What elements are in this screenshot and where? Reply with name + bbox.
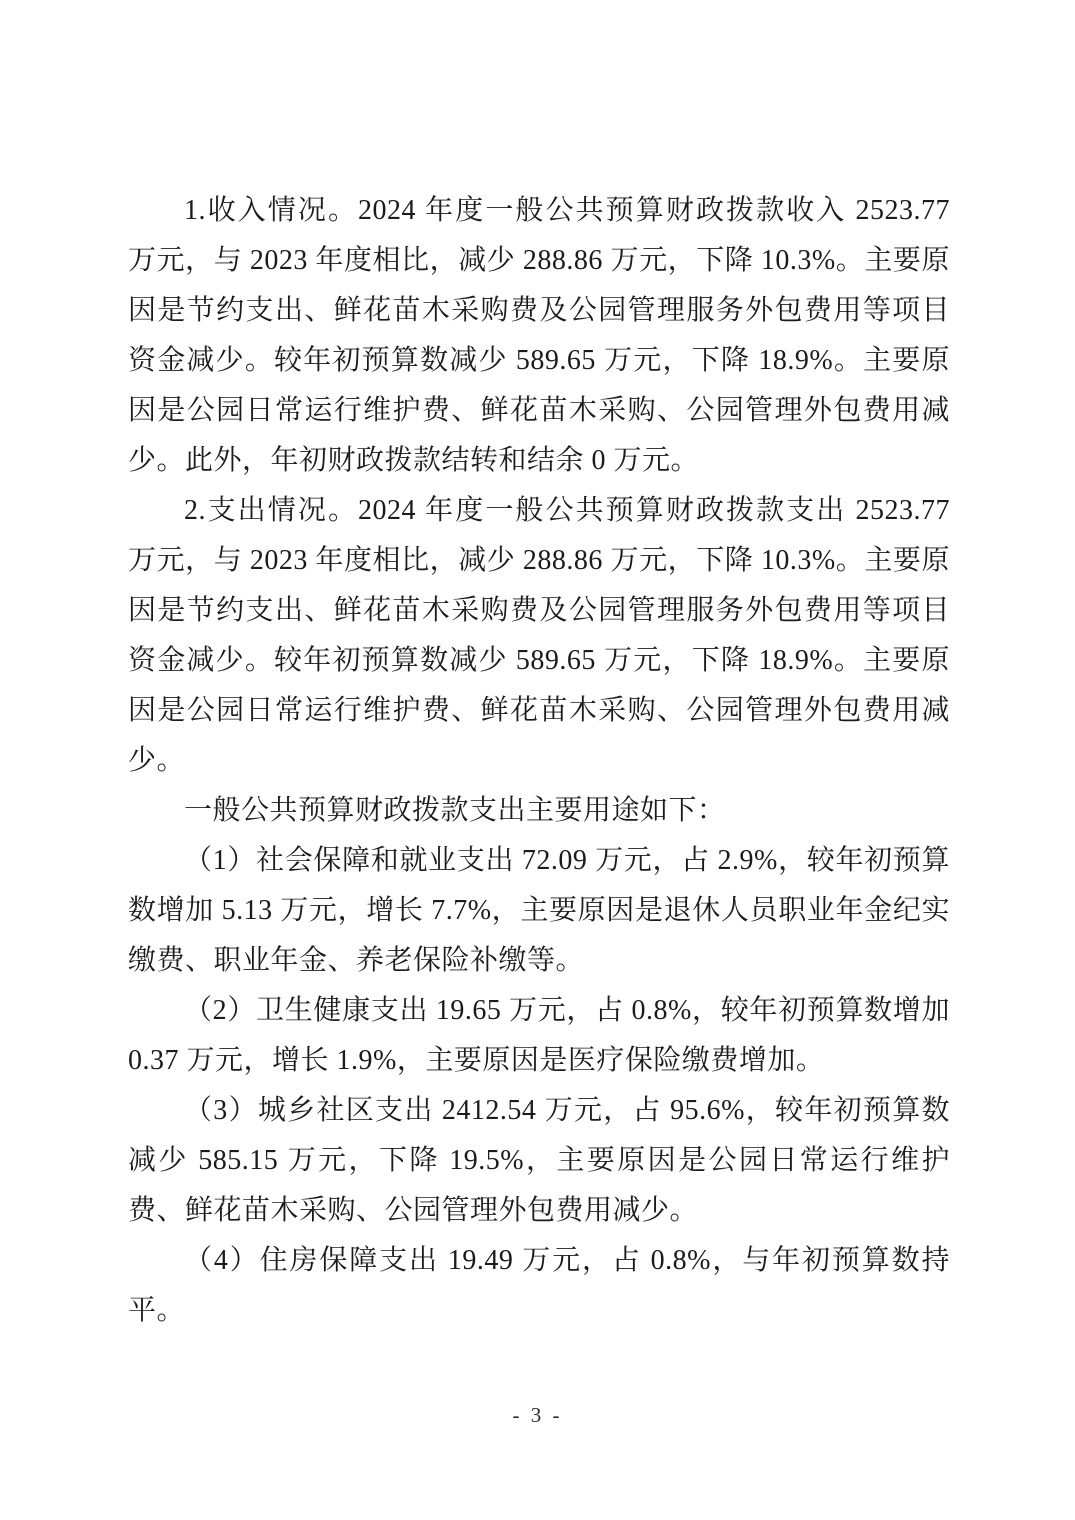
paragraph-item-2-health: （2）卫生健康支出 19.65 万元，占 0.8%，较年初预算数增加 0.37 万元，增长 1.9%，主要原因是医疗保险缴费增加。 [128, 995, 950, 1076]
paragraph-item-4-housing: （4）住房保障支出 19.49 万元，占 0.8%，与年初预算数持平。 [128, 1245, 950, 1326]
paragraph-expenditure-overview: 2.支出情况。2024 年度一般公共预算财政拨款支出 2523.77 万元，与 2023 年度相比，减少 288.86 万元，下降 10.3%。主要原因是节约支出、鲜花苗木采购费及公园管理服务外包费用等项目资金减少。较年初预算数减少 589.65 万元，下降 18.9%。主要原因是公园日常运行维护费、鲜花苗木采购、公园管理外包费用减少。 [128, 495, 950, 776]
document-body [128, 186, 950, 1336]
paragraph-item-1-social-security: （1）社会保障和就业支出 72.09 万元，占 2.9%，较年初预算数增加 5.13 万元，增长 7.7%，主要原因是退休人员职业年金纪实缴费、职业年金、养老保险补缴等。 [128, 845, 950, 976]
paragraph-expenditure-usage-intro: 一般公共预算财政拨款支出主要用途如下： [184, 795, 726, 826]
paragraph-item-3-urban-rural-community: （3）城乡社区支出 2412.54 万元，占 95.6%，较年初预算数减少 585.15 万元，下降 19.5%，主要原因是公园日常运行维护费、鲜花苗木采购、公园管理外包费用减少。 [128, 1095, 950, 1226]
paragraph-income-overview: 1.收入情况。2024 年度一般公共预算财政拨款收入 2523.77 万元，与 2023 年度相比，减少 288.86 万元，下降 10.3%。主要原因是节约支出、鲜花苗木采购费及公园管理服务外包费用等项目资金减少。较年初预算数减少 589.65 万元，下降 18.9%。主要原因是公园日常运行维护费、鲜花苗木采购、公园管理外包费用减少。此外，年初财政拨款结转和结余 0 万元。 [128, 195, 950, 476]
page-number: - 3 - [512, 1403, 563, 1427]
